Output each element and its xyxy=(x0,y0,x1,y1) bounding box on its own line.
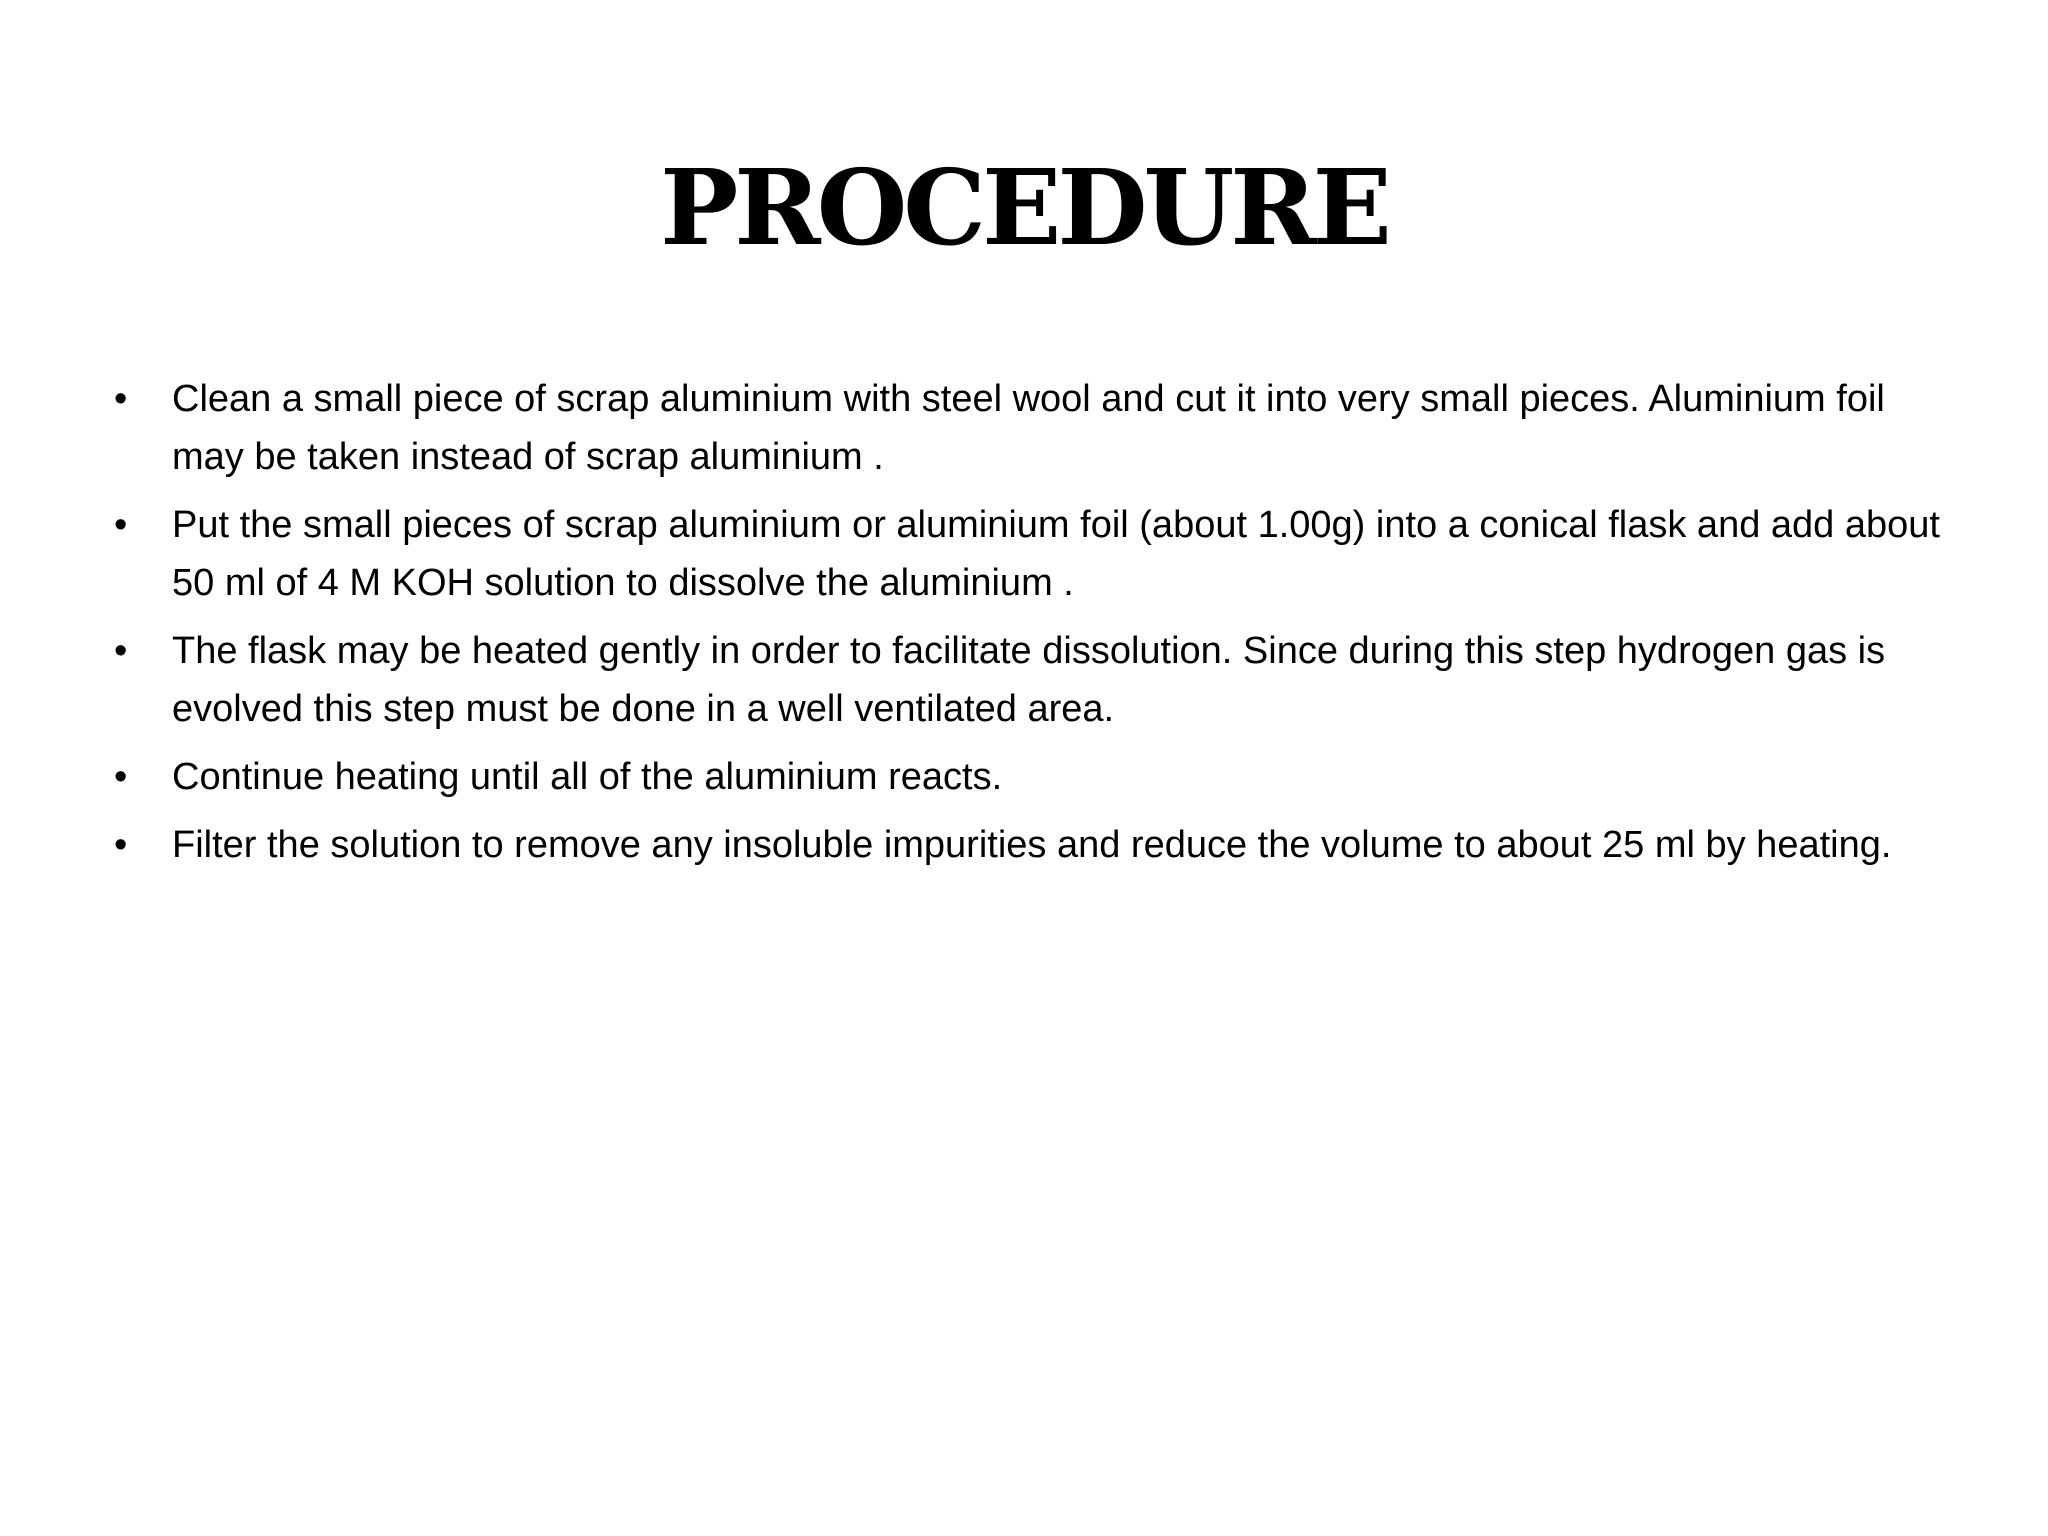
bullet-item xyxy=(114,622,1944,738)
bullet-item xyxy=(114,748,1944,806)
bullet-item xyxy=(114,496,1944,612)
bullet-marker: • xyxy=(114,630,128,672)
bullet-list xyxy=(114,370,1944,884)
bullet-marker: • xyxy=(114,756,128,798)
bullet-marker: • xyxy=(114,504,128,546)
bullet-text: Clean a small piece of scrap aluminium with steel wool and cut it into very small pieces. Aluminium foil may be taken instead of scrap aluminium . xyxy=(172,378,1885,478)
bullet-text: The flask may be heated gently in order to facilitate dissolution. Since during this step hydrogen gas is evolved this step must be done in a well ventilated area. xyxy=(172,630,1886,730)
slide-title: PROCEDURE xyxy=(660,146,1388,269)
bullet-item xyxy=(114,370,1944,486)
bullet-text: Put the small pieces of scrap aluminium or aluminium foil (about 1.00g) into a conical flask and add about 50 ml of 4 M KOH solution to dissolve the aluminium . xyxy=(172,504,1940,604)
bullet-text: Continue heating until all of the aluminium reacts. xyxy=(172,756,1003,798)
bullet-item xyxy=(114,816,1944,874)
bullet-marker: • xyxy=(114,378,128,420)
bullet-text: Filter the solution to remove any insoluble impurities and reduce the volume to about 25 ml by heating. xyxy=(172,824,1892,866)
bullet-marker: • xyxy=(114,824,128,866)
